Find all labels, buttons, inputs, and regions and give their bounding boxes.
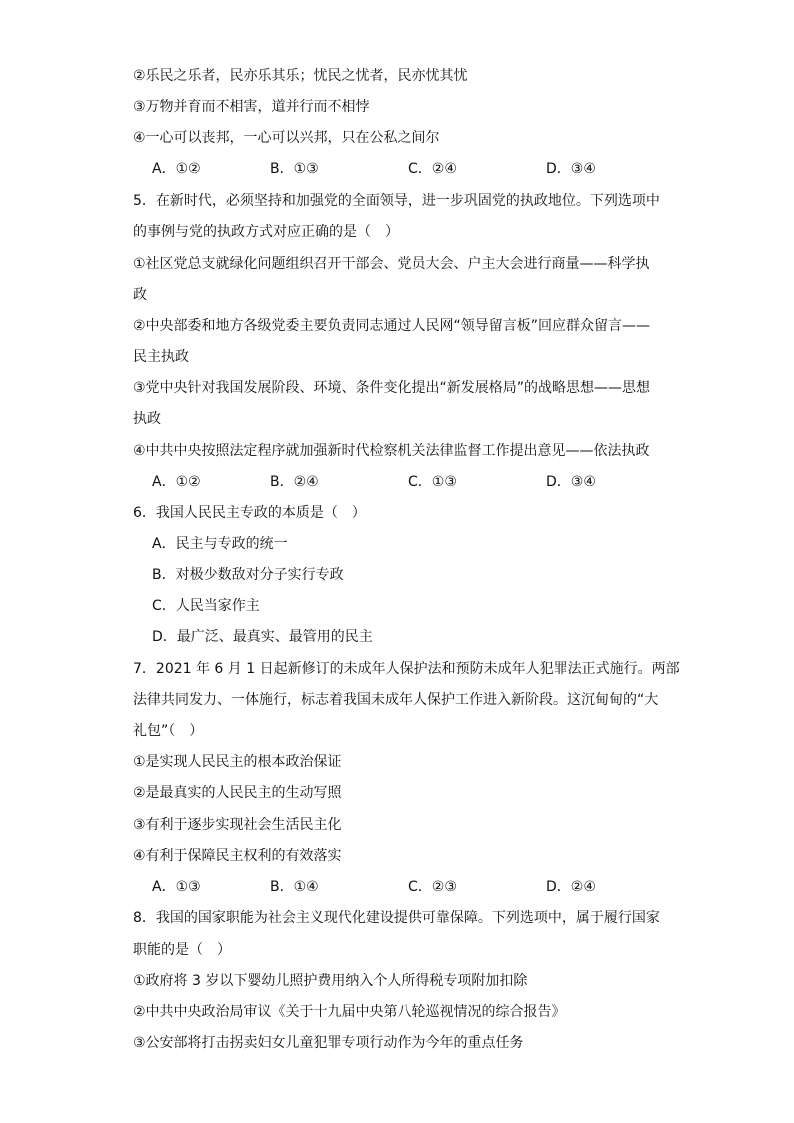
q7-item-2: ②是最真实的人民民主的生动写照 [133, 785, 342, 801]
q4-choice-c[interactable]: C．②④ [408, 161, 457, 177]
q8-item-1: ①政府将 3 岁以下婴幼儿照护费用纳入个人所得税专项附加扣除 [133, 973, 528, 989]
q4-choice-b[interactable]: B．①③ [270, 161, 319, 177]
q4-item-2: ②乐民之乐者，民亦乐其乐；忧民之忧者，民亦忧其忧 [133, 68, 468, 84]
q5-choices [152, 472, 672, 492]
q7-choice-c[interactable]: C．②③ [408, 879, 457, 895]
q4-choices [152, 159, 672, 179]
q7-stem-line-2: 法律共同发力、一体施行，标志着我国未成年人保护工作进入新阶段。这沉甸甸的“大 [133, 692, 659, 708]
q6-option-b[interactable]: B．对极少数敌对分子实行专政 [152, 567, 344, 583]
q5-item-4: ④中共中央按照法定程序就加强新时代检察机关法律监督工作提出意见——依法执政 [133, 443, 650, 459]
q4-choice-d[interactable]: D．③④ [546, 161, 596, 177]
q8-stem-line-2: 职能的是（ ） [133, 942, 231, 958]
q5-stem-line-1: 5．在新时代，必须坚持和加强党的全面领导，进一步巩固党的执政地位。下列选项中 [133, 193, 660, 209]
q5-item-3-line-1: ③党中央针对我国发展阶段、环境、条件变化提出“新发展格局”的战略思想——思想 [133, 380, 651, 396]
q6-option-a[interactable]: A．民主与专政的统一 [152, 536, 288, 552]
q5-item-3-line-2: 执政 [133, 411, 161, 427]
q5-item-1-line-1: ①社区党总支就绿化问题组织召开干部会、党员大会、户主大会进行商量——科学执 [133, 256, 650, 272]
q7-item-3: ③有利于逐步实现社会生活民主化 [133, 817, 342, 833]
q4-item-4: ④一心可以丧邦，一心可以兴邦，只在公私之间尔 [133, 130, 440, 146]
q5-item-2-line-2: 民主执政 [133, 349, 189, 365]
q6-option-d[interactable]: D．最广泛、最真实、最管用的民主 [152, 629, 373, 645]
q6-stem: 6．我国人民民主专政的本质是（ ） [133, 505, 366, 521]
q5-choice-a[interactable]: A．①② [152, 474, 201, 490]
q5-item-2-line-1: ②中央部委和地方各级党委主要负责同志通过人民网“领导留言板”回应群众留言—— [133, 318, 651, 334]
q7-item-4: ④有利于保障民主权利的有效落实 [133, 848, 342, 864]
q7-choice-b[interactable]: B．①④ [270, 879, 319, 895]
q7-stem-line-3: 礼包”（ ） [133, 723, 204, 739]
q4-item-3: ③万物并育而不相害，道并行而不相悖 [133, 99, 370, 115]
q8-item-2: ②中共中央政治局审议《关于十九届中央第八轮巡视情况的综合报告》 [133, 1004, 566, 1020]
q7-choices [152, 877, 672, 897]
q5-choice-d[interactable]: D．③④ [546, 474, 596, 490]
q5-choice-b[interactable]: B．②④ [270, 474, 319, 490]
q7-item-1: ①是实现人民民主的根本政治保证 [133, 754, 342, 770]
q4-choice-a[interactable]: A．①② [152, 161, 201, 177]
q6-option-c[interactable]: C．人民当家作主 [152, 598, 260, 614]
q5-stem-line-2: 的事例与党的执政方式对应正确的是（ ） [133, 224, 399, 240]
q7-choice-d[interactable]: D．②④ [546, 879, 596, 895]
q8-item-3: ③公安部将打击拐卖妇女儿童犯罪专项行动作为今年的重点任务 [133, 1035, 524, 1051]
q5-choice-c[interactable]: C．①③ [408, 474, 457, 490]
q7-stem-line-1: 7．2021 年 6 月 1 日起新修订的未成年人保护法和预防未成年人犯罪法正式施行。两部 [133, 661, 680, 677]
q8-stem-line-1: 8．我国的国家职能为社会主义现代化建设提供可靠保障。下列选项中，属于履行国家 [133, 910, 660, 926]
q7-choice-a[interactable]: A．①③ [152, 879, 201, 895]
q5-item-1-line-2: 政 [133, 287, 147, 303]
